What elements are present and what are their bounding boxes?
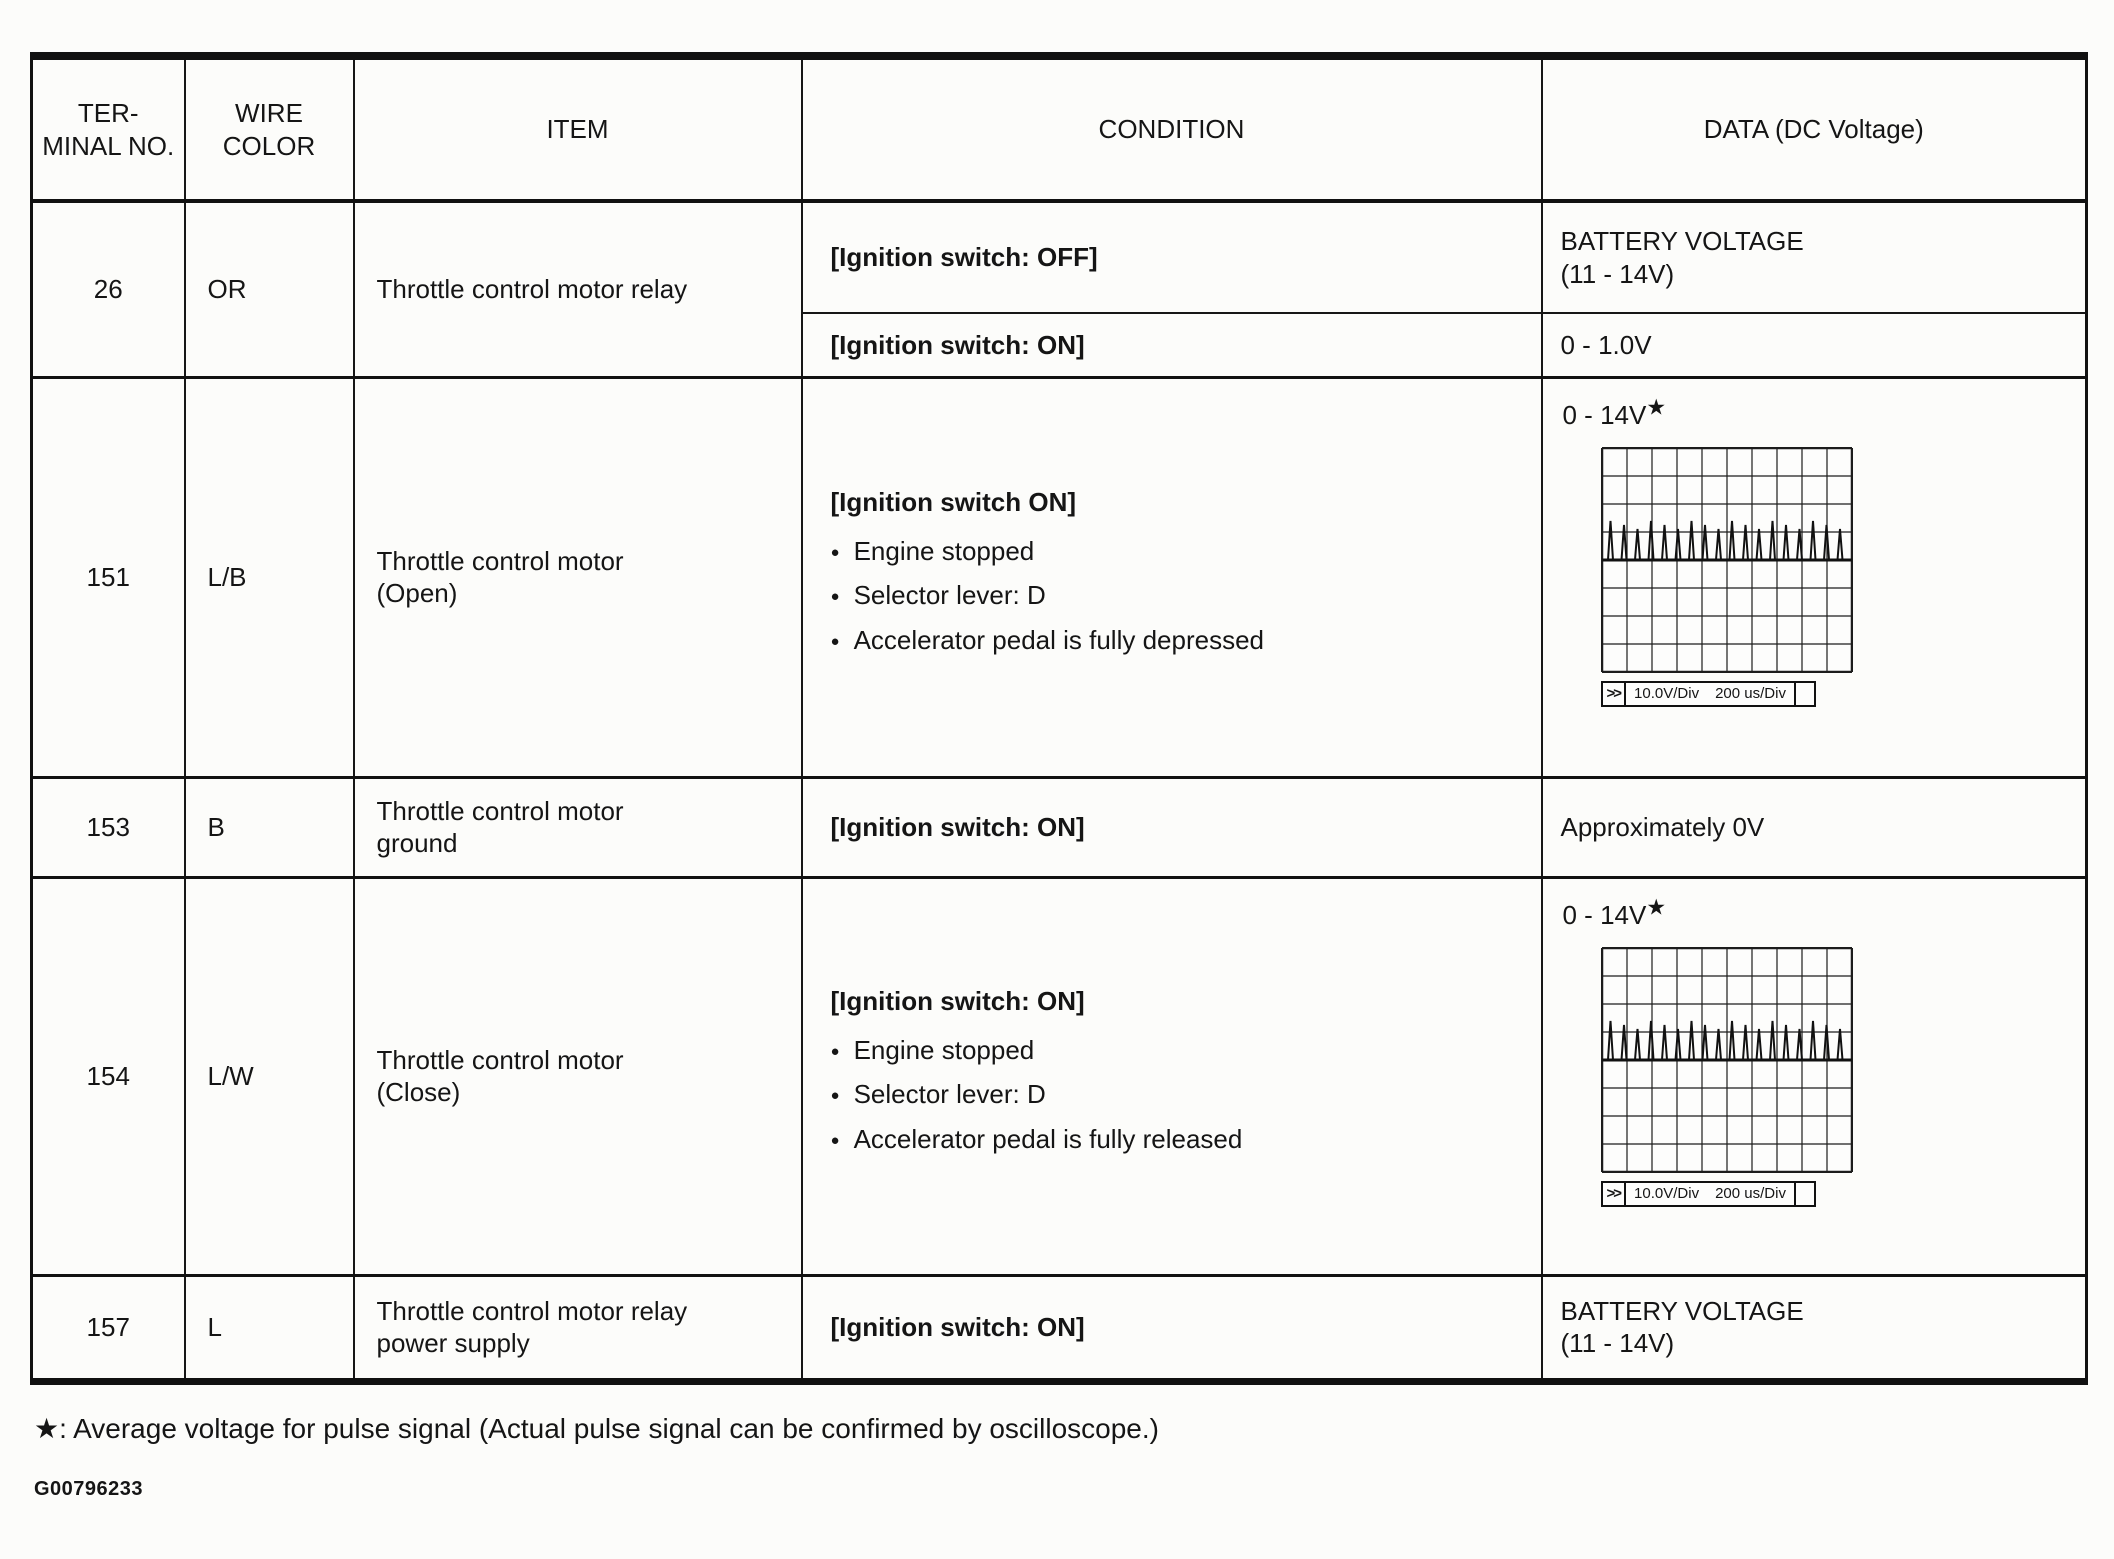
condition-cell xyxy=(802,877,1542,1275)
data-line: (11 - 14V) xyxy=(1560,1328,1675,1358)
condition-bullet-text: Accelerator pedal is fully depressed xyxy=(853,624,1265,655)
table-row xyxy=(32,877,2087,1275)
data-value: Approximately 0V xyxy=(1560,811,1765,842)
scope-marker-icon: >> xyxy=(1603,683,1627,705)
oscilloscope xyxy=(1601,447,1853,707)
table-row xyxy=(32,377,2087,777)
oscilloscope-waveform xyxy=(1601,447,1853,673)
data-cell xyxy=(1542,313,2087,377)
data-cell xyxy=(1542,1275,2087,1381)
condition-bullet xyxy=(831,1034,1527,1067)
bullet-icon: ● xyxy=(830,588,840,605)
item-line: (Close) xyxy=(376,1077,461,1107)
condition-text: [Ignition switch: ON] xyxy=(830,1311,1085,1342)
condition-bullet xyxy=(831,1123,1527,1156)
figure-id: G00796233 xyxy=(34,1478,144,1500)
footnote: ★: Average voltage for pulse signal (Actual pulse signal can be confirmed by oscilloscope.) xyxy=(34,1413,1159,1444)
condition-cell xyxy=(802,377,1542,777)
condition-heading: [Ignition switch: ON] xyxy=(830,986,1085,1016)
item-line: Throttle control motor relay xyxy=(376,274,688,304)
wire-color: OR xyxy=(185,201,354,377)
col-header-terminal-no: TER-MINAL NO. xyxy=(32,56,185,201)
condition-text: [Ignition switch: OFF] xyxy=(830,242,1098,273)
data-cell xyxy=(1542,201,2087,313)
terminal-no: 26 xyxy=(32,201,185,377)
scope-strip-end-box xyxy=(1794,683,1814,705)
scope-time-per-div: 200 us/Div xyxy=(1715,685,1786,702)
data-line: BATTERY VOLTAGE xyxy=(1560,1295,1804,1326)
scope-volts-per-div: 10.0V/Div xyxy=(1634,685,1700,702)
col-header-condition: CONDITION xyxy=(802,56,1542,201)
item-cell xyxy=(354,1275,802,1381)
scope-settings-strip xyxy=(1601,681,1816,707)
star-icon: ★ xyxy=(1646,893,1667,919)
condition-bullet xyxy=(831,1078,1527,1111)
col-header-item: ITEM xyxy=(354,56,802,201)
condition-cell xyxy=(802,313,1542,377)
bullet-icon: ● xyxy=(830,632,840,650)
data-value xyxy=(1562,393,2072,432)
scope-strip-end-box xyxy=(1794,1183,1814,1205)
table-row xyxy=(32,1275,2087,1381)
terminal-no: 151 xyxy=(32,377,185,777)
col-header-wire-color: WIRE COLOR xyxy=(185,56,354,201)
data-cell xyxy=(1542,377,2087,777)
item-line: Throttle control motor xyxy=(376,545,624,576)
condition-bullet xyxy=(831,579,1527,612)
terminal-no: 154 xyxy=(32,877,185,1275)
condition-text: [Ignition switch: ON] xyxy=(830,811,1085,842)
item-line: power supply xyxy=(376,1328,530,1358)
data-value-text: 0 - 14V xyxy=(1562,399,1647,430)
item-line: Throttle control motor xyxy=(376,795,624,826)
terminal-no: 153 xyxy=(32,777,185,877)
scope-settings-strip xyxy=(1601,1181,1816,1207)
terminal-spec-table xyxy=(30,52,2088,1385)
oscilloscope xyxy=(1601,947,1853,1207)
condition-bullet xyxy=(831,535,1527,568)
data-line: BATTERY VOLTAGE xyxy=(1560,226,1804,256)
col-header-data: DATA (DC Voltage) xyxy=(1542,56,2087,201)
data-value: 0 - 1.0V xyxy=(1560,329,1652,360)
data-value xyxy=(1562,893,2072,932)
oscilloscope-waveform xyxy=(1601,947,1853,1173)
condition-bullet-text: Selector lever: D xyxy=(853,580,1046,610)
bullet-icon: ● xyxy=(830,1042,840,1060)
item-line: Throttle control motor relay xyxy=(376,1295,688,1326)
item-line: Throttle control motor xyxy=(376,1044,624,1075)
bullet-icon: ● xyxy=(830,1131,840,1149)
condition-text: [Ignition switch: ON] xyxy=(830,329,1085,360)
wire-color: B xyxy=(185,777,354,877)
wire-color: L xyxy=(185,1275,354,1381)
item-line: (Open) xyxy=(376,578,458,608)
item-cell xyxy=(354,377,802,777)
condition-bullet-text: Engine stopped xyxy=(853,535,1035,566)
bullet-icon: ● xyxy=(830,1087,840,1104)
condition-bullet xyxy=(831,624,1527,657)
condition-cell xyxy=(802,201,1542,313)
scope-marker-icon: >> xyxy=(1603,1183,1627,1205)
condition-bullet-text: Engine stopped xyxy=(853,1034,1035,1065)
scope-volts-per-div: 10.0V/Div xyxy=(1634,1185,1700,1202)
condition-cell xyxy=(802,777,1542,877)
condition-bullet-text: Selector lever: D xyxy=(853,1079,1046,1109)
item-cell xyxy=(354,877,802,1275)
bullet-icon: ● xyxy=(830,543,840,561)
scope-time-per-div: 200 us/Div xyxy=(1715,1185,1786,1202)
item-cell xyxy=(354,201,802,377)
wire-color: L/B xyxy=(185,377,354,777)
condition-heading: [Ignition switch ON] xyxy=(830,487,1077,517)
data-value-text: 0 - 14V xyxy=(1562,899,1647,930)
item-line: ground xyxy=(376,828,458,858)
data-cell xyxy=(1542,777,2087,877)
table-header-row xyxy=(32,56,2087,201)
star-icon: ★ xyxy=(1646,393,1667,419)
condition-cell xyxy=(802,1275,1542,1381)
wire-color: L/W xyxy=(185,877,354,1275)
condition-bullet-text: Accelerator pedal is fully released xyxy=(853,1123,1243,1154)
table-row xyxy=(32,777,2087,877)
item-cell xyxy=(354,777,802,877)
table-row xyxy=(32,201,2087,313)
data-line: (11 - 14V) xyxy=(1560,258,1675,289)
terminal-no: 157 xyxy=(32,1275,185,1381)
data-cell xyxy=(1542,877,2087,1275)
